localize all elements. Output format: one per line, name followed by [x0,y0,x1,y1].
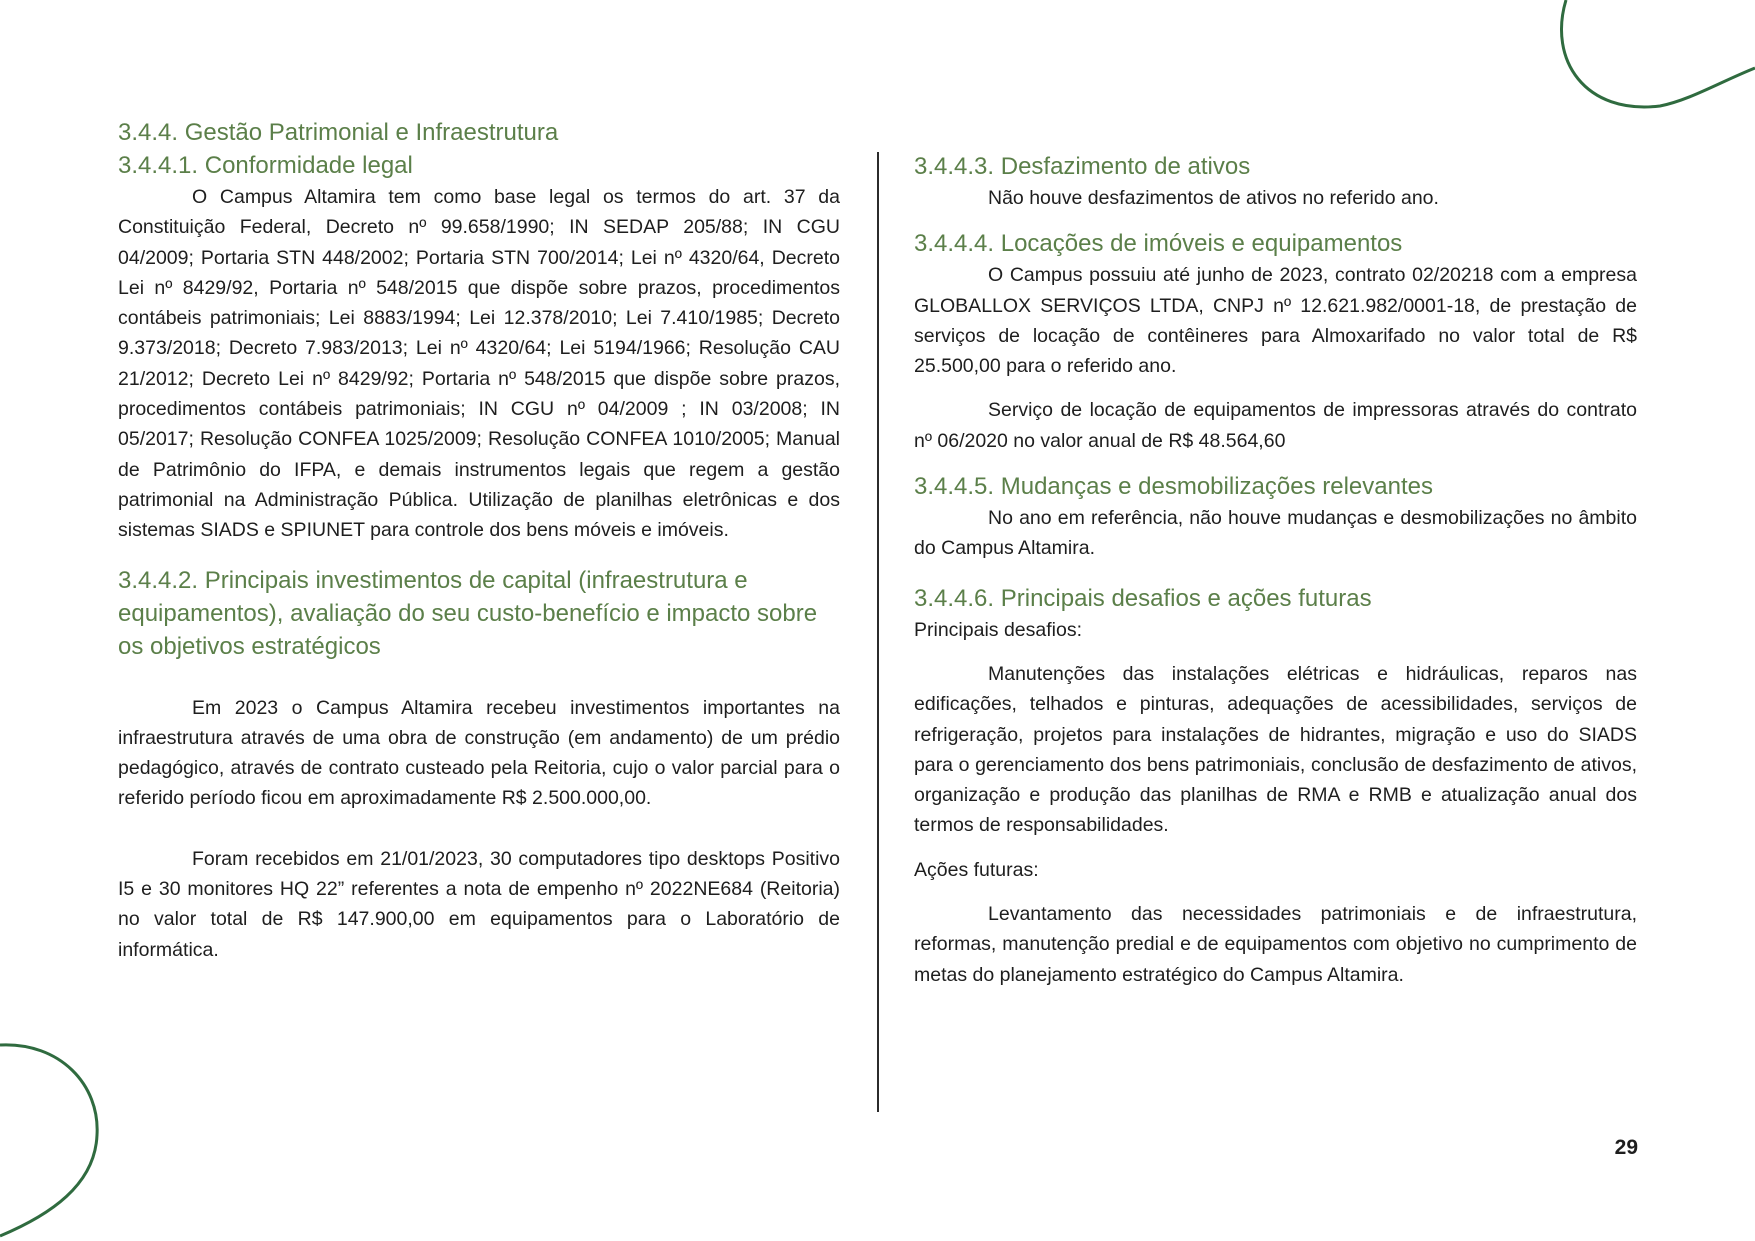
paragraph-acoes-futuras: Levantamento das necessidades patrimoniais e de infraestrutura, reformas, manutenção predial e de equipamentos com objetivo no cumprimento de metas do planejamento estratégico do Campus Altamira. [914,903,1637,986]
paragraph-conformidade-legal: O Campus Altamira tem como base legal os termos do art. 37 da Constituição Federal, Decreto nº 99.658/1990; IN SEDAP 205/88; IN CGU 04/2009; Portaria STN 448/2002; Portaria STN 700/2014; Lei nº 4320/64, Decreto Lei nº 8429/92, Portaria nº 548/2015 que dispõe sobre prazos, procedimentos contábeis patrimoniais; Lei 8883/1994; Lei 12.378/2010; Lei 7.410/1985; Decreto 9.373/2018; Decreto 7.983/2013; Lei nº 4320/64; Lei 5194/1966; Resolução CAU 21/2012; Decreto Lei nº 8429/92; Portaria nº 548/2015 que dispõe sobre prazos, procedimentos contábeis patrimoniais; IN CGU nº 04/2009 ; IN 03/2008; IN 05/2017; Resolução CONFEA 1025/2009; Resolução CONFEA 1010/2005; Manual de Patrimônio do IFPA, e demais instrumentos legais que regem a gestão patrimonial na Administração Pública. Utilização de planilhas eletrônicas e dos sistemas SIADS e SPIUNET para controle dos bens móveis e imóveis. [118,186,840,542]
paragraph-mudancas-desmobilizacoes: No ano em referência, não houve mudanças e desmobilizações no âmbito do Campus Altamira. [914,507,1637,560]
label-principais-desafios: Principais desafios: [914,618,1082,641]
left-column [118,116,840,965]
heading-locacoes: 3.4.4.4. Locações de imóveis e equipamentos [914,230,1403,258]
top-right-curve-decoration [1562,0,1755,107]
column-divider [877,152,879,1112]
page-number: 29 [1614,1136,1638,1159]
right-column [914,150,1637,990]
paragraph-locacoes-conteineres: O Campus possuiu até junho de 2023, contrato 02/20218 com a empresa GLOBALLOX SERVIÇOS LTDA, CNPJ nº 12.621.982/0001-18, de prestação de serviços de locação de contêineres para Almoxarifado no valor total de R$ 25.500,00 para o referido ano. [914,264,1637,378]
heading-desafios-acoes: 3.4.4.6. Principais desafios e ações futuras [914,584,1372,612]
paragraph-investimentos-computadores: Foram recebidos em 21/01/2023, 30 computadores tipo desktops Positivo I5 e 30 monitores HQ 22” referentes a nota de empenho nº 2022NE684 (Reitoria) no valor total de R$ 147.900,00 em equipamentos para o Laboratório de informática. [118,847,840,961]
heading-conformidade-legal: 3.4.4.1. Conformidade legal [118,152,413,179]
paragraph-desfazimento-ativos: Não houve desfazimentos de ativos no referido ano. [988,187,1439,209]
heading-principais-investimentos: 3.4.4.2. Principais investimentos de capital (infraestrutura e equipamentos), avaliação do seu custo-benefício e impacto sobre os objetivos estratégicos [118,566,818,660]
paragraph-principais-desafios: Manutenções das instalações elétricas e hidráulicas, reparos nas edificações, telhados e pinturas, adequações de acessibilidades, serviços de refrigeração, projetos para instalações de hidrantes, migração e uso do SIADS para o gerenciamento dos bens patrimoniais, conclusão de desfazimento de ativos, organização e produção das planilhas de RMA e RMB e atualização anual dos termos de responsabilidades. [914,662,1637,837]
section-title-gestao-patrimonial: 3.4.4. Gestão Patrimonial e Infraestrutura [118,119,559,146]
paragraph-investimentos-obra: Em 2023 o Campus Altamira recebeu investimentos importantes na infraestrutura através de uma obra de construção (em andamento) de um prédio pedagógico, através de contrato custeado pela Reitoria, cujo o valor parcial para o referido período ficou em aproximadamente R$ 2.500.000,00. [118,696,840,810]
heading-mudancas-desmobilizacoes: 3.4.4.5. Mudanças e desmobilizações relevantes [914,473,1433,501]
paragraph-locacoes-impressoras: Serviço de locação de equipamentos de impressoras através do contrato nº 06/2020 no valor anual de R$ 48.564,60 [914,399,1637,452]
heading-desfazimento-ativos: 3.4.4.3. Desfazimento de ativos [914,153,1251,180]
label-acoes-futuras: Ações futuras: [914,858,1039,881]
bottom-left-curve-decoration [0,1045,97,1236]
